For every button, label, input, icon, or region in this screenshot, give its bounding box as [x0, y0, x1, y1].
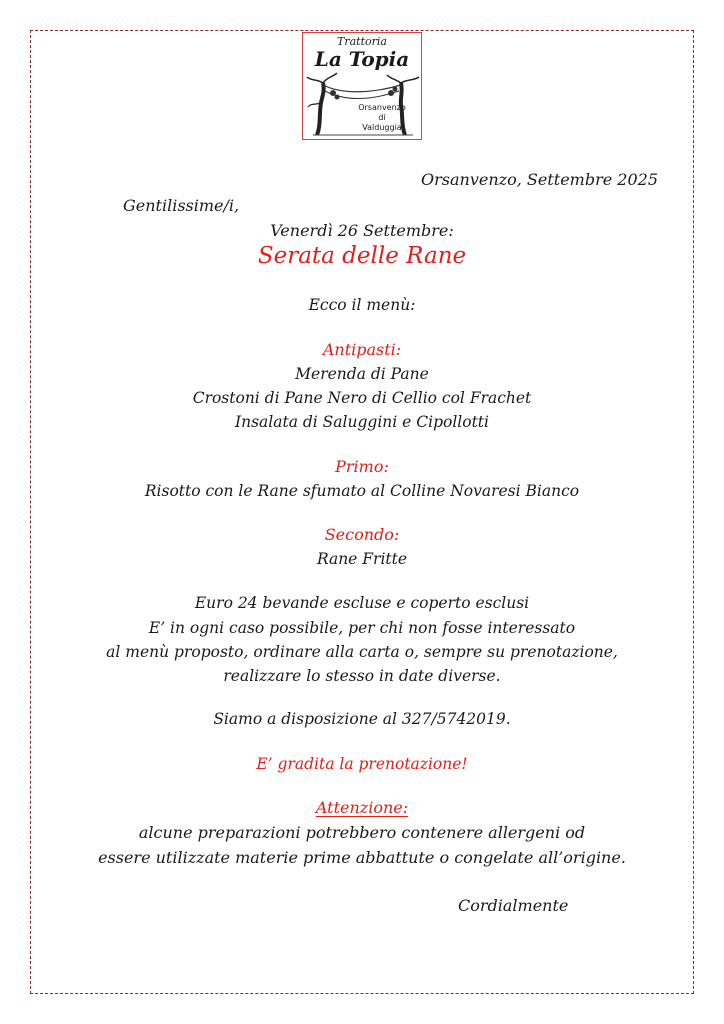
event-title: Serata delle Rane	[257, 243, 467, 269]
letter-date: Orsanvenzo, Settembre 2025	[421, 170, 658, 189]
logo-location-line: Orsanvenzo	[358, 103, 406, 112]
logo-location-line: di	[378, 113, 386, 122]
warning-heading	[0, 798, 724, 817]
note-line: realizzare lo stesso in date diverse.	[223, 667, 501, 685]
antipasto-item: Crostoni di Pane Nero di Cellio col Frachet	[192, 389, 532, 407]
secondo-heading: Secondo:	[324, 525, 400, 544]
antipasti-heading: Antipasti:	[322, 340, 402, 359]
note-line: al menù proposto, ordinare alla carta o, sempre su prenotazione,	[106, 643, 618, 661]
menu-intro: Ecco il menù:	[308, 296, 416, 314]
antipasto-item: Merenda di Pane	[295, 365, 429, 383]
logo-name: La Topia	[314, 47, 410, 71]
booking-notice: E’ gradita la prenotazione!	[256, 755, 468, 773]
event-date: Venerdì 26 Settembre:	[270, 221, 454, 240]
greeting: Gentilissime/i,	[123, 196, 240, 215]
restaurant-logo	[302, 32, 422, 140]
warning-heading-text: Attenzione:	[315, 798, 409, 817]
logo-location	[343, 103, 421, 133]
warning-line: alcune preparazioni potrebbero contenere allergeni od	[138, 823, 586, 842]
note-line: E’ in ogni caso possibile, per chi non fosse interessato	[148, 619, 576, 637]
closing-signature: Cordialmente	[458, 896, 569, 915]
primo-heading: Primo:	[335, 457, 389, 476]
primo-item: Risotto con le Rane sfumato al Colline Novaresi Bianco	[144, 482, 580, 500]
antipasto-item: Insalata di Saluggini e Cipollotti	[234, 413, 489, 431]
contact-info: Siamo a disposizione al 327/5742019.	[213, 710, 511, 728]
warning-line: essere utilizzate materie prime abbattute o congelate all’origine.	[98, 848, 626, 867]
logo-location-line: Valduggia	[362, 123, 402, 132]
secondo-item: Rane Fritte	[316, 550, 408, 568]
price-info: Euro 24 bevande escluse e coperto esclusi	[194, 594, 530, 612]
logo-subtitle: Trattoria	[337, 35, 387, 48]
